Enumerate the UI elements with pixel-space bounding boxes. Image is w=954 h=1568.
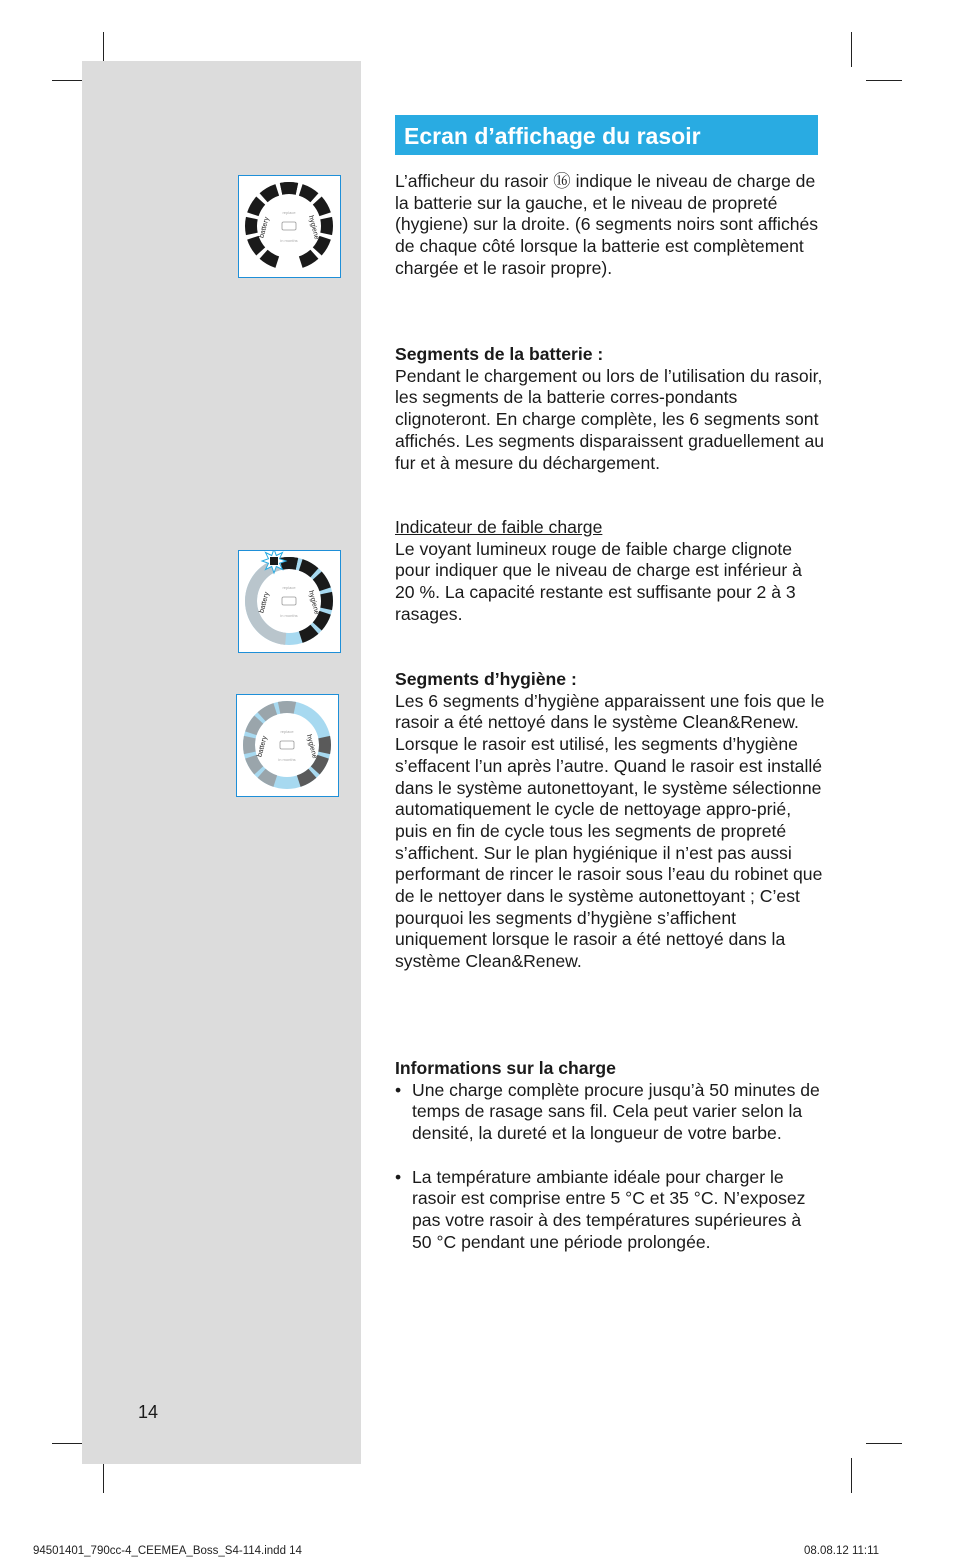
hygiene-segment	[280, 557, 298, 570]
center-label-bottom: in months	[278, 757, 296, 762]
battery-heading: Segments de la batterie :	[395, 344, 604, 364]
crop-mark	[851, 32, 852, 67]
intro-paragraph	[395, 171, 825, 280]
crop-mark	[866, 80, 902, 81]
low-charge-text: Le voyant lumineux rouge de faible charge clignote pour indiquer que le niveau de charge est inférieur à 20 %. La capacité restante est suffisante pour 2 à 3 rasages.	[395, 538, 802, 624]
battery-segment	[247, 197, 265, 217]
razor-foil-icon	[282, 222, 296, 230]
list-item	[395, 1080, 825, 1145]
hygiene-label: hygiene	[306, 589, 321, 616]
battery-segment	[245, 217, 258, 235]
list-item	[395, 1167, 825, 1254]
battery-segment	[243, 736, 256, 754]
center-label-bottom: in months	[280, 238, 298, 243]
battery-section	[395, 344, 825, 474]
low-charge-section	[395, 517, 825, 626]
charge-info-section	[395, 1058, 825, 1253]
hygiene-label: hygiene	[306, 214, 321, 241]
hygiene-segment	[313, 197, 331, 217]
battery-label: battery	[256, 735, 269, 758]
bullet-icon: •	[395, 1079, 402, 1100]
display-hygiene-svg	[237, 695, 337, 795]
charge-info-bullet-2: La température ambiante idéale pour charger le rasoir est comprise entre 5 °C et 35 °C. N’exposez pas votre rasoir à des températures supérieures à 50 °C pendant une période prolongée.	[412, 1166, 806, 1252]
center-label-bottom: in months	[280, 613, 298, 618]
charge-info-bullet-1: Une charge complète procure jusqu’à 50 minutes de temps de rasage sans fil. Cela peut varier selon la densité, la dureté et la longueur de votre barbe.	[412, 1079, 820, 1144]
hygiene-heading: Segments d’hygiène :	[395, 669, 577, 689]
battery-segment	[260, 250, 280, 268]
footer-file-info: 94501401_790cc-4_CEEMEA_Boss_S4-114.indd 14	[33, 1545, 302, 1557]
footer-date: 08.08.12 11:11	[804, 1545, 880, 1557]
center-label-top: replace	[280, 729, 294, 734]
section-title-bar	[395, 115, 818, 155]
low-charge-heading: Indicateur de faible charge	[395, 517, 603, 537]
hygiene-segment	[318, 736, 331, 754]
shaver-display-hygiene-figure	[236, 694, 339, 797]
battery-segment	[278, 701, 296, 714]
hygiene-segment	[299, 184, 319, 202]
battery-label: battery	[258, 216, 271, 239]
razor-foil-icon	[282, 597, 296, 605]
shaver-display-full-figure	[238, 175, 341, 278]
hygiene-text: Les 6 segments d’hygiène apparaissent une fois que le rasoir a été nettoyé dans le système Clean&Renew. Lorsque le rasoir est utilisé, les segments d’hygiène s’effacent l’un après l’autre. Quand le rasoir est installé dans le système autonettoyant, le système sélectionne automatiquement le cycle de nettoyage appro-prié, puis en fin de cycle tous les segments de propreté s’affichent. Sur le plan hygiénique il n’est pas aussi performant de rincer le rasoir sous l’eau du robinet que de le nettoyer dans le système autonettoyant ; C’est pourquoi les segments d’hygiène s’affichent uniquement lorsque le rasoir a été nettoyé dans la système Clean&Renew.	[395, 690, 825, 972]
charge-info-heading: Informations sur la charge	[395, 1058, 616, 1078]
page-number: 14	[138, 1402, 159, 1422]
center-label-top: replace	[282, 585, 296, 590]
intro-text: L’afficheur du rasoir ⑯ indique le niveau de charge de la batterie sur la gauche, et le niveau de propreté (hygiene) sur la droite. (6 segments noirs sont affichés de chaque côté lorsque la batterie est complètement chargée et le rasoir propre).	[395, 171, 819, 278]
battery-text: Pendant le chargement ou lors de l’utilisation du rasoir, les segments de la batterie corres-pondants clignoteront. En charge complète, les 6 segments sont affichés. Les segments disparaissent graduellement au fur et à mesure du déchargement.	[395, 365, 825, 473]
crop-mark	[866, 1443, 902, 1444]
display-low-charge-svg	[239, 551, 339, 651]
battery-segment	[260, 184, 280, 202]
hygiene-section	[395, 669, 825, 973]
hygiene-segment	[320, 592, 333, 610]
razor-foil-icon	[280, 741, 294, 749]
hygiene-segment	[280, 182, 298, 195]
hygiene-segment	[299, 250, 319, 268]
hygiene-segment	[320, 217, 333, 235]
display-full-svg	[239, 176, 339, 276]
crop-mark	[851, 1458, 852, 1493]
bullet-icon: •	[395, 1166, 402, 1187]
battery-label: battery	[258, 591, 271, 614]
center-label-top: replace	[282, 210, 296, 215]
shaver-display-low-charge-figure	[238, 550, 341, 653]
hygiene-label: hygiene	[304, 733, 319, 760]
low-battery-segment	[270, 557, 278, 565]
section-title: Ecran d’affichage du rasoir	[404, 123, 701, 149]
